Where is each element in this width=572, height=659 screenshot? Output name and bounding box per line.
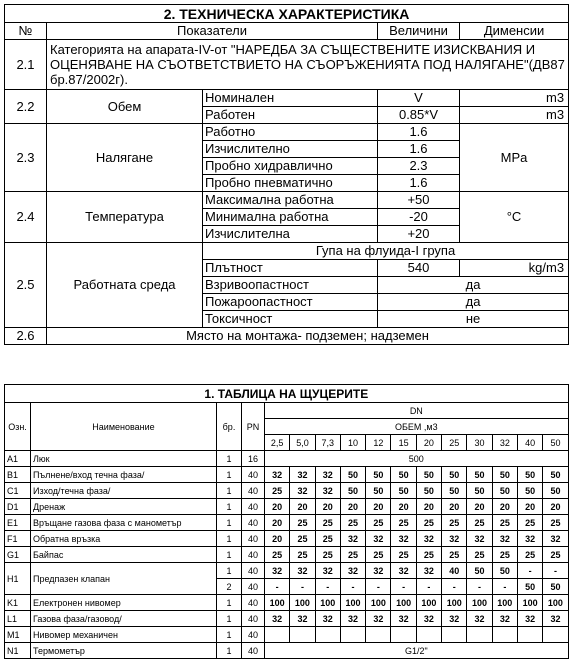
row-value: 20 bbox=[315, 499, 340, 515]
row-value: 50 bbox=[391, 483, 416, 499]
row-value: 32 bbox=[366, 563, 391, 579]
row-value: 32 bbox=[315, 611, 340, 627]
param-value: 1.6 bbox=[378, 175, 460, 192]
row-value: 50 bbox=[416, 483, 441, 499]
row-value: 32 bbox=[442, 531, 467, 547]
row-value: 32 bbox=[290, 467, 315, 483]
row-value: 25 bbox=[391, 547, 416, 563]
volume-header-cell: 50 bbox=[543, 435, 568, 451]
row-pn: 40 bbox=[242, 611, 265, 627]
row-span-value: G1/2" bbox=[265, 643, 569, 659]
row-value: 100 bbox=[366, 595, 391, 611]
row-value: 50 bbox=[340, 483, 365, 499]
row-value: 20 bbox=[366, 499, 391, 515]
row-value: 25 bbox=[366, 515, 391, 531]
table-row bbox=[5, 483, 569, 499]
row-qty: 1 bbox=[217, 467, 242, 483]
param-unit: m3 bbox=[460, 90, 569, 107]
row-value: 50 bbox=[517, 467, 542, 483]
param-label: Пожароопастност bbox=[203, 294, 378, 311]
row-value bbox=[492, 627, 517, 643]
row-name: Газова фаза/газовод/ bbox=[31, 611, 217, 627]
row-pn: 40 bbox=[242, 467, 265, 483]
row-code: H1 bbox=[5, 563, 31, 595]
header-qty: бр. bbox=[217, 403, 242, 451]
row-value: 25 bbox=[366, 547, 391, 563]
row-value: 50 bbox=[467, 563, 492, 579]
row-value: 100 bbox=[543, 595, 568, 611]
header-indicators: Показатели bbox=[47, 23, 378, 40]
row-code: K1 bbox=[5, 595, 31, 611]
row-value: 100 bbox=[340, 595, 365, 611]
volume-header-cell: 30 bbox=[467, 435, 492, 451]
row-value: 40 bbox=[442, 563, 467, 579]
param-label: Номинален bbox=[203, 90, 378, 107]
table-row bbox=[5, 563, 569, 579]
row-pn: 40 bbox=[242, 595, 265, 611]
row-pn: 16 bbox=[242, 451, 265, 467]
row-pn: 40 bbox=[242, 531, 265, 547]
row-name: Работната среда bbox=[47, 243, 203, 328]
row-value: 100 bbox=[492, 595, 517, 611]
row-value: 50 bbox=[543, 467, 568, 483]
row-code: C1 bbox=[5, 483, 31, 499]
row-value: 20 bbox=[340, 499, 365, 515]
row-value: 50 bbox=[467, 467, 492, 483]
volume-header-cell: 12 bbox=[366, 435, 391, 451]
param-unit: °C bbox=[460, 192, 569, 243]
row-qty: 1 bbox=[217, 627, 242, 643]
row-value: 32 bbox=[416, 563, 441, 579]
header-values: Величини bbox=[378, 23, 460, 40]
row-value: 25 bbox=[391, 515, 416, 531]
row-value bbox=[265, 627, 290, 643]
row-value: 32 bbox=[391, 531, 416, 547]
table-row bbox=[5, 627, 569, 643]
row-value: 25 bbox=[416, 547, 441, 563]
row-qty: 1 bbox=[217, 451, 242, 467]
row-value: 100 bbox=[265, 595, 290, 611]
row-number: 2.4 bbox=[5, 192, 47, 243]
row-value: 20 bbox=[265, 515, 290, 531]
volume-header-cell: 7,3 bbox=[315, 435, 340, 451]
param-label: Плътност bbox=[203, 260, 378, 277]
row-value: 32 bbox=[340, 531, 365, 547]
row-value: 100 bbox=[517, 595, 542, 611]
param-label: Работен bbox=[203, 107, 378, 124]
row-value: 50 bbox=[492, 483, 517, 499]
row-value: 32 bbox=[340, 611, 365, 627]
row-name: Обратна връзка bbox=[31, 531, 217, 547]
row-number: 2.3 bbox=[5, 124, 47, 192]
row-name: Електронен нивомер bbox=[31, 595, 217, 611]
row-value bbox=[543, 627, 568, 643]
table-row bbox=[5, 643, 569, 659]
row-value: 20 bbox=[543, 499, 568, 515]
row-value: 100 bbox=[290, 595, 315, 611]
row-value: 25 bbox=[517, 515, 542, 531]
row-value: - bbox=[543, 563, 568, 579]
row-value: 25 bbox=[315, 515, 340, 531]
row-value: 25 bbox=[290, 547, 315, 563]
row-name: Изход/течна фаза/ bbox=[31, 483, 217, 499]
row-value: 20 bbox=[391, 499, 416, 515]
row-value: 100 bbox=[442, 595, 467, 611]
row-qty: 1 bbox=[217, 595, 242, 611]
row-value: 32 bbox=[517, 531, 542, 547]
param-value: 0.85*V bbox=[378, 107, 460, 124]
row-qty: 1 bbox=[217, 547, 242, 563]
header-designation: Озн. bbox=[5, 403, 31, 451]
table-row bbox=[5, 451, 569, 467]
row-name: Връщане газова фаза с манометър bbox=[31, 515, 217, 531]
row-value: 100 bbox=[416, 595, 441, 611]
row-value: 50 bbox=[543, 483, 568, 499]
row-value: 32 bbox=[290, 483, 315, 499]
row-value: 50 bbox=[492, 563, 517, 579]
row-code: B1 bbox=[5, 467, 31, 483]
row-pn: 40 bbox=[242, 483, 265, 499]
volume-header-cell: 5,0 bbox=[290, 435, 315, 451]
row-value: 25 bbox=[442, 515, 467, 531]
row-name: Нивомер механичен bbox=[31, 627, 217, 643]
row-value: 32 bbox=[290, 611, 315, 627]
row-value: - bbox=[366, 579, 391, 595]
row-value: 32 bbox=[442, 611, 467, 627]
row-name: Термометър bbox=[31, 643, 217, 659]
row-value: 25 bbox=[340, 515, 365, 531]
mounting-place: Място на монтажа- подземен; надземен bbox=[47, 328, 569, 345]
row-value: 50 bbox=[442, 483, 467, 499]
param-value: +20 bbox=[378, 226, 460, 243]
row-value: - bbox=[340, 579, 365, 595]
category-text: Категорията на апарата-IV-от "НАРЕДБА ЗА СЪЩЕСТВЕНИТЕ ИЗИСКВАНИЯ И ОЦЕНЯВАНЕ НА СЪОТВЕТСТВИЕТО НА СЪОРЪЖЕНИЯТА ПОД НАЛЯГАНЕ"(ДВ87 бр.87/2002г). bbox=[47, 40, 569, 90]
header-volume: ОБЕМ ,м3 bbox=[265, 419, 569, 435]
row-value: 32 bbox=[467, 611, 492, 627]
row-value: 25 bbox=[467, 547, 492, 563]
row-value: 20 bbox=[442, 499, 467, 515]
header-dn: DN bbox=[265, 403, 569, 419]
row-code: A1 bbox=[5, 451, 31, 467]
row-span-value: 500 bbox=[265, 451, 569, 467]
volume-header-cell: 20 bbox=[416, 435, 441, 451]
row-name: Люк bbox=[31, 451, 217, 467]
param-label: Максимална работна bbox=[203, 192, 378, 209]
row-value: 25 bbox=[543, 547, 568, 563]
row-value: 32 bbox=[543, 531, 568, 547]
row-value: 25 bbox=[416, 515, 441, 531]
row-pn: 40 bbox=[242, 515, 265, 531]
row-qty: 1 bbox=[217, 515, 242, 531]
row-value: 32 bbox=[290, 563, 315, 579]
param-value: V bbox=[378, 90, 460, 107]
header-name: Наименование bbox=[31, 403, 217, 451]
header-pn: PN bbox=[242, 403, 265, 451]
row-value: 32 bbox=[265, 611, 290, 627]
param-value: 1.6 bbox=[378, 141, 460, 158]
row-value: 32 bbox=[467, 531, 492, 547]
param-value: 1.6 bbox=[378, 124, 460, 141]
table-row bbox=[5, 611, 569, 627]
param-value: да bbox=[378, 277, 569, 294]
row-value: 32 bbox=[543, 611, 568, 627]
row-name: Температура bbox=[47, 192, 203, 243]
row-code: F1 bbox=[5, 531, 31, 547]
row-value: 50 bbox=[340, 467, 365, 483]
row-value: 50 bbox=[517, 483, 542, 499]
volume-header-cell: 40 bbox=[517, 435, 542, 451]
row-value: 25 bbox=[265, 547, 290, 563]
row-value: 25 bbox=[467, 515, 492, 531]
row-value: 20 bbox=[265, 499, 290, 515]
row-name: Байпас bbox=[31, 547, 217, 563]
row-value: 25 bbox=[315, 531, 340, 547]
row-code: D1 bbox=[5, 499, 31, 515]
param-label: Минимална работна bbox=[203, 209, 378, 226]
volume-header-cell: 32 bbox=[492, 435, 517, 451]
param-unit: kg/m3 bbox=[460, 260, 569, 277]
row-pn: 40 bbox=[242, 499, 265, 515]
row-qty: 1 bbox=[217, 563, 242, 579]
connections-title: 1. ТАБЛИЦА НА ЩУЦЕРИТЕ bbox=[5, 385, 569, 403]
param-label: Изчислително bbox=[203, 141, 378, 158]
row-value bbox=[315, 627, 340, 643]
row-value: - bbox=[517, 563, 542, 579]
row-value: 20 bbox=[265, 531, 290, 547]
row-value bbox=[467, 627, 492, 643]
technical-characteristics-table bbox=[4, 4, 569, 345]
param-value: +50 bbox=[378, 192, 460, 209]
table-row bbox=[5, 499, 569, 515]
row-value: 32 bbox=[416, 531, 441, 547]
row-value: 25 bbox=[442, 547, 467, 563]
row-value: 32 bbox=[492, 531, 517, 547]
row-value: 32 bbox=[517, 611, 542, 627]
param-label: Работно bbox=[203, 124, 378, 141]
row-value: - bbox=[492, 579, 517, 595]
connections-table bbox=[4, 384, 569, 659]
param-value: 540 bbox=[378, 260, 460, 277]
param-value: да bbox=[378, 294, 569, 311]
row-value: 50 bbox=[467, 483, 492, 499]
table-row bbox=[5, 595, 569, 611]
row-pn: 40 bbox=[242, 563, 265, 579]
param-unit: m3 bbox=[460, 107, 569, 124]
header-num: № bbox=[5, 23, 47, 40]
row-value: 25 bbox=[543, 515, 568, 531]
table-row bbox=[5, 515, 569, 531]
row-number: 2.6 bbox=[5, 328, 47, 345]
param-value: не bbox=[378, 311, 569, 328]
row-value: 50 bbox=[543, 579, 568, 595]
row-value: 20 bbox=[290, 499, 315, 515]
row-value: 25 bbox=[492, 547, 517, 563]
param-label: Пробно пневматично bbox=[203, 175, 378, 192]
row-qty: 1 bbox=[217, 499, 242, 515]
row-number: 2.2 bbox=[5, 90, 47, 124]
row-value: - bbox=[290, 579, 315, 595]
row-value: - bbox=[416, 579, 441, 595]
row-value: 32 bbox=[366, 531, 391, 547]
row-value: 25 bbox=[265, 483, 290, 499]
param-label: Изчислителна bbox=[203, 226, 378, 243]
row-value bbox=[391, 627, 416, 643]
row-value: - bbox=[467, 579, 492, 595]
row-value: 20 bbox=[492, 499, 517, 515]
row-value: 32 bbox=[391, 611, 416, 627]
table-row bbox=[5, 531, 569, 547]
row-name: Дренаж bbox=[31, 499, 217, 515]
fluid-group: Гупа на флуида-I група bbox=[203, 243, 569, 260]
row-code: L1 bbox=[5, 611, 31, 627]
row-name: Пълнене/вход течна фаза/ bbox=[31, 467, 217, 483]
row-qty: 1 bbox=[217, 643, 242, 659]
row-value: 25 bbox=[315, 547, 340, 563]
row-value: 50 bbox=[416, 467, 441, 483]
row-value bbox=[340, 627, 365, 643]
volume-header-cell: 10 bbox=[340, 435, 365, 451]
row-value: 20 bbox=[416, 499, 441, 515]
row-value: 32 bbox=[391, 563, 416, 579]
table-row bbox=[5, 547, 569, 563]
row-value: 32 bbox=[340, 563, 365, 579]
row-value: 50 bbox=[366, 483, 391, 499]
row-value: 32 bbox=[366, 611, 391, 627]
row-pn: 40 bbox=[242, 627, 265, 643]
row-value bbox=[517, 627, 542, 643]
row-value: 50 bbox=[517, 579, 542, 595]
param-value: -20 bbox=[378, 209, 460, 226]
row-value: 32 bbox=[416, 611, 441, 627]
param-unit: MPa bbox=[460, 124, 569, 192]
row-value bbox=[366, 627, 391, 643]
volume-header-cell: 15 bbox=[391, 435, 416, 451]
row-value: 32 bbox=[265, 467, 290, 483]
param-label: Взривоопастност bbox=[203, 277, 378, 294]
row-value: - bbox=[265, 579, 290, 595]
row-value bbox=[416, 627, 441, 643]
row-value: 100 bbox=[315, 595, 340, 611]
param-label: Токсичност bbox=[203, 311, 378, 328]
row-value: 100 bbox=[467, 595, 492, 611]
row-code: M1 bbox=[5, 627, 31, 643]
row-pn: 40 bbox=[242, 579, 265, 595]
row-code: G1 bbox=[5, 547, 31, 563]
row-value: 25 bbox=[290, 531, 315, 547]
row-pn: 40 bbox=[242, 643, 265, 659]
row-value: - bbox=[442, 579, 467, 595]
param-label: Пробно хидравлично bbox=[203, 158, 378, 175]
row-value: 32 bbox=[315, 563, 340, 579]
header-dimensions: Дименсии bbox=[460, 23, 569, 40]
row-qty: 1 bbox=[217, 611, 242, 627]
row-value: 32 bbox=[492, 611, 517, 627]
row-name: Предпазен клапан bbox=[31, 563, 217, 595]
row-value: 100 bbox=[391, 595, 416, 611]
row-number: 2.5 bbox=[5, 243, 47, 328]
row-value: - bbox=[315, 579, 340, 595]
volume-header-cell: 2,5 bbox=[265, 435, 290, 451]
row-value: 25 bbox=[517, 547, 542, 563]
row-value: 25 bbox=[340, 547, 365, 563]
row-pn: 40 bbox=[242, 547, 265, 563]
row-value bbox=[442, 627, 467, 643]
tech-title: 2. ТЕХНИЧЕСКА ХАРАКТЕРИСТИКА bbox=[5, 5, 569, 23]
row-value: 50 bbox=[366, 467, 391, 483]
row-code: N1 bbox=[5, 643, 31, 659]
row-code: E1 bbox=[5, 515, 31, 531]
row-value: - bbox=[391, 579, 416, 595]
row-value: 25 bbox=[290, 515, 315, 531]
row-value: 32 bbox=[315, 483, 340, 499]
row-value: 25 bbox=[492, 515, 517, 531]
row-qty: 1 bbox=[217, 483, 242, 499]
row-value: 20 bbox=[517, 499, 542, 515]
row-value bbox=[290, 627, 315, 643]
row-qty: 1 bbox=[217, 531, 242, 547]
row-name: Обем bbox=[47, 90, 203, 124]
row-number: 2.1 bbox=[5, 40, 47, 90]
row-value: 50 bbox=[391, 467, 416, 483]
row-value: 32 bbox=[315, 467, 340, 483]
row-value: 20 bbox=[467, 499, 492, 515]
row-value: 50 bbox=[442, 467, 467, 483]
param-value: 2.3 bbox=[378, 158, 460, 175]
volume-header-cell: 25 bbox=[442, 435, 467, 451]
table-row bbox=[5, 467, 569, 483]
row-qty: 2 bbox=[217, 579, 242, 595]
row-value: 32 bbox=[265, 563, 290, 579]
row-value: 50 bbox=[492, 467, 517, 483]
row-name: Налягане bbox=[47, 124, 203, 192]
